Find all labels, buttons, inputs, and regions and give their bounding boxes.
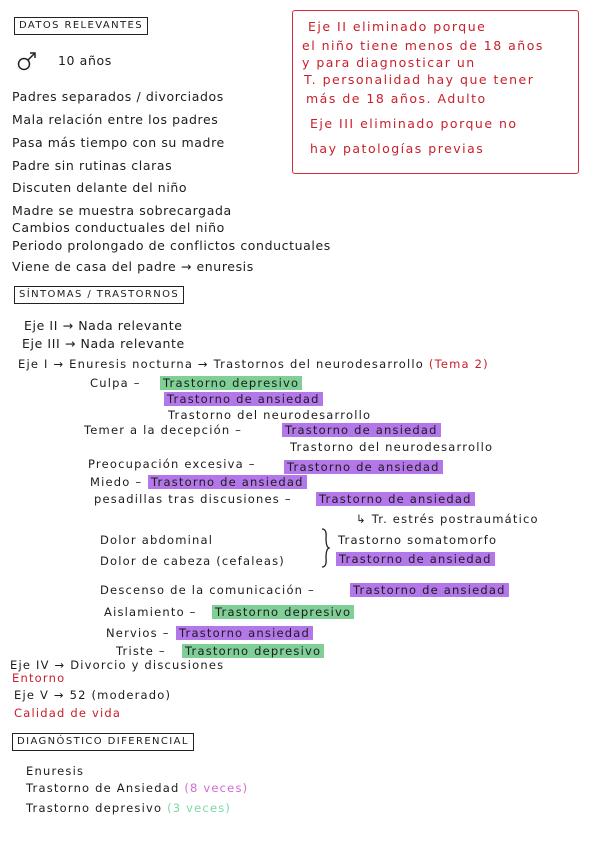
culpa-value <box>160 375 302 391</box>
diagnostico-label: Trastorno de Ansiedad <box>26 781 180 795</box>
note-line: más de 18 años. Adulto <box>306 91 487 106</box>
triste-highlight: Trastorno depresivo <box>182 644 324 658</box>
nervios-value <box>176 625 313 641</box>
note-line: y para diagnosticar un <box>302 55 476 70</box>
temor-value-2: Trastorno del neurodesarrollo <box>290 440 494 454</box>
dolor-abdominal: Dolor abdominal <box>100 533 214 547</box>
note-line: Eje III eliminado porque no <box>310 116 518 131</box>
culpa-value-2 <box>164 391 323 407</box>
miedo-label: Miedo – <box>90 475 143 489</box>
diagnostico-label: Trastorno depresivo <box>26 801 163 815</box>
calidad-text: Calidad de vida <box>14 706 122 720</box>
eje-iii-text: Eje III → Nada relevante <box>22 336 185 351</box>
age-text: 10 años <box>58 53 112 68</box>
aislamiento-value <box>212 604 354 620</box>
datos-item: Periodo prolongado de conflictos conductuales <box>12 238 331 253</box>
datos-item: Discuten delante del niño <box>12 180 188 195</box>
note-line: hay patologías previas <box>310 141 485 156</box>
diagnostico-item <box>26 800 231 816</box>
diagnostico-count: (8 veces) <box>184 781 249 795</box>
aislamiento-highlight: Trastorno depresivo <box>212 605 354 619</box>
nervios-highlight: Trastorno ansiedad <box>176 626 313 640</box>
culpa-value-3: Trastorno del neurodesarrollo <box>168 408 372 422</box>
aislamiento-label: Aislamiento – <box>104 605 197 619</box>
datos-relevantes-header: DATOS RELEVANTES <box>14 17 148 35</box>
datos-item: Pasa más tiempo con su madre <box>12 135 225 150</box>
temor-value <box>282 422 441 438</box>
eje-ii-text: Eje II → Nada relevante <box>24 318 183 333</box>
descenso-label: Descenso de la comunicación – <box>100 583 315 597</box>
tema-reference: (Tema 2) <box>428 357 489 371</box>
culpa-highlight-2: Trastorno de ansiedad <box>164 392 323 406</box>
triste-label: Triste – <box>116 644 166 658</box>
culpa-highlight: Trastorno depresivo <box>160 376 302 390</box>
datos-item: Mala relación entre los padres <box>12 112 219 127</box>
dolor-highlight: Trastorno de ansiedad <box>336 552 495 566</box>
miedo-highlight: Trastorno de ansiedad <box>148 475 307 489</box>
temor-label: Temer a la decepción – <box>84 423 243 437</box>
note-line: T. personalidad hay que tener <box>304 72 535 87</box>
pesadillas-value-2: ↳ Tr. estrés postraumático <box>356 512 539 526</box>
eje-i-text <box>18 356 489 372</box>
sintomas-header: SÍNTOMAS / TRASTORNOS <box>14 286 184 304</box>
dolor-value <box>336 551 495 567</box>
preocupacion-value <box>284 459 443 475</box>
dolor-cabeza: Dolor de cabeza (cefaleas) <box>100 554 285 568</box>
pesadillas-label: pesadillas tras discusiones – <box>94 492 292 506</box>
eje-v-text: Eje V → 52 (moderado) <box>14 688 172 702</box>
note-line: el niño tiene menos de 18 años <box>302 38 544 53</box>
eje-i-prefix: Eje I → Enuresis nocturna → Trastornos del neurodesarrollo <box>18 357 425 371</box>
nervios-label: Nervios – <box>106 626 170 640</box>
male-symbol-icon <box>16 50 38 72</box>
diagnostico-item: Enuresis <box>26 764 85 778</box>
diagnostico-item <box>26 780 248 796</box>
pesadillas-value <box>316 491 475 507</box>
diagnostico-header: DIAGNÓSTICO DIFERENCIAL <box>12 733 194 751</box>
miedo-value <box>148 474 307 490</box>
datos-item: Padre sin rutinas claras <box>12 158 173 173</box>
culpa-label: Culpa – <box>90 376 141 390</box>
somatomorfo-text: Trastorno somatomorfo <box>338 533 498 547</box>
temor-highlight: Trastorno de ansiedad <box>282 423 441 437</box>
datos-item: Cambios conductuales del niño <box>12 220 225 235</box>
datos-item: Madre se muestra sobrecargada <box>12 203 232 218</box>
datos-item: Padres separados / divorciados <box>12 89 224 104</box>
eje-iv-text: Eje IV → Divorcio y discusiones <box>10 658 225 672</box>
preocupacion-highlight: Trastorno de ansiedad <box>284 460 443 474</box>
pesadillas-highlight: Trastorno de ansiedad <box>316 492 475 506</box>
preocupacion-label: Preocupación excesiva – <box>88 457 256 471</box>
descenso-highlight: Trastorno de ansiedad <box>350 583 509 597</box>
datos-item: Viene de casa del padre → enuresis <box>12 259 254 274</box>
note-line: Eje II eliminado porque <box>308 19 487 34</box>
descenso-value <box>350 582 509 598</box>
diagnostico-count: (3 veces) <box>167 801 232 815</box>
right-brace-icon <box>320 528 330 568</box>
entorno-text: Entorno <box>12 671 66 685</box>
